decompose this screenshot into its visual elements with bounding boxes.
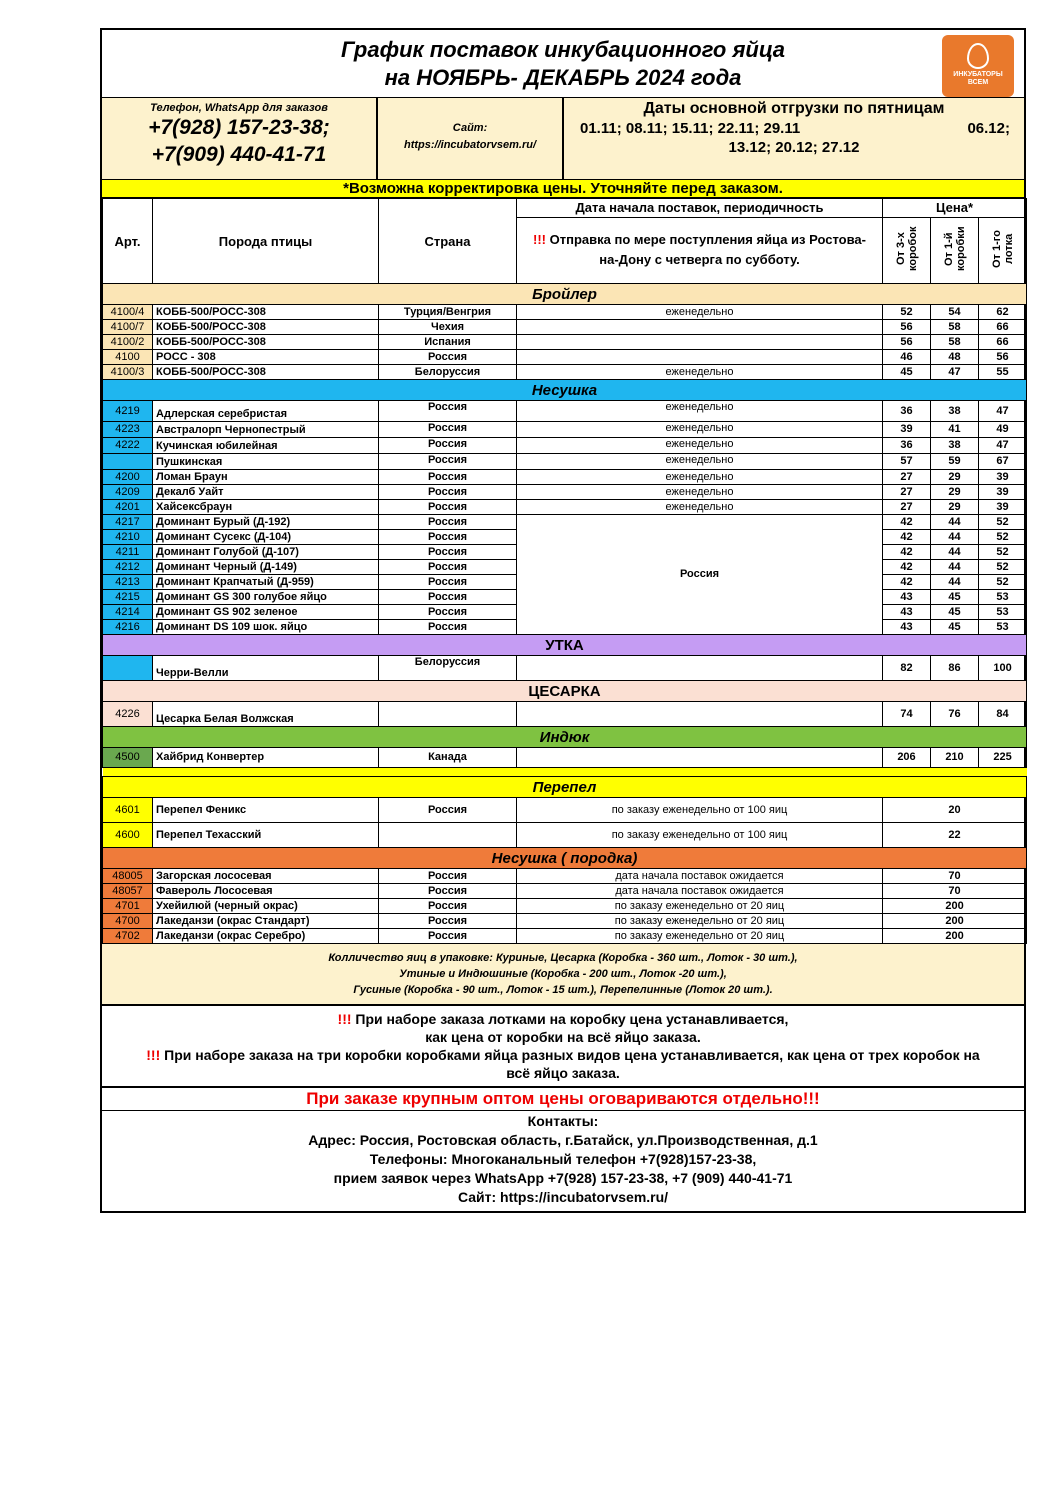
country-cell: Канада — [379, 748, 517, 768]
article-cell: 4211 — [103, 545, 153, 560]
price-3-boxes-cell: 56 — [883, 335, 931, 350]
article-cell: 4601 — [103, 798, 153, 823]
country-cell: Россия — [379, 350, 517, 365]
delivery-cell: еженедельно — [517, 485, 883, 500]
price-3-boxes-cell: 42 — [883, 530, 931, 545]
breed-cell: КОББ-500/РОСС-308 — [153, 305, 379, 320]
price-3-boxes-cell: 36 — [883, 401, 931, 422]
breed-cell: Доминант Крапчатый (Д-959) — [153, 575, 379, 590]
price-3-boxes-cell: 43 — [883, 620, 931, 635]
site-label: Сайт: — [452, 122, 488, 134]
header-delivery: Дата начала поставок, периодичность — [517, 199, 883, 218]
breed-cell: Лакеданзи (окрас Стандарт) — [153, 914, 379, 929]
article-cell: 4100/2 — [103, 335, 153, 350]
delivery-cell — [517, 335, 883, 350]
table-row — [103, 656, 1027, 681]
table-row — [103, 823, 1027, 848]
table-row — [103, 515, 1027, 530]
contacts-whatsapp: прием заявок через WhatsApp +7(928) 157-23-38, +7 (909) 440-41-71 — [333, 1170, 793, 1186]
price-1-box-cell: 47 — [931, 365, 979, 380]
document-title — [102, 30, 1024, 98]
article-cell: 4701 — [103, 899, 153, 914]
table-row — [103, 869, 1027, 884]
packing-line-2: Утиные и Индюшиные (Коробка - 200 шт., Лоток -20 шт.), — [399, 968, 727, 980]
delivery-cell: еженедельно — [517, 401, 883, 422]
breed-cell: Доминант Бурый (Д-192) — [153, 515, 379, 530]
country-cell: Белоруссия — [379, 365, 517, 380]
dates-heading: Даты основной отгрузки по пятницам — [643, 100, 945, 117]
section-header — [103, 848, 1027, 869]
dates-december-2: 13.12; 20.12; 27.12 — [728, 139, 860, 156]
logo-text-1: ИНКУБАТОРЫ — [953, 71, 1003, 78]
price-cell: 70 — [883, 869, 1027, 884]
delivery-cell: дата начала поставок ожидается — [517, 884, 883, 899]
price-3-boxes-cell: 27 — [883, 485, 931, 500]
table-row — [103, 470, 1027, 485]
title-line-1: График поставок инкубационного яйца — [340, 37, 786, 62]
note-2b: всё яйцо заказа. — [506, 1065, 620, 1081]
header-note: !!! Отправка по мере поступления яйца из Ростова-на-Дону с четверга по субботу. — [517, 217, 883, 283]
header-country: Страна — [379, 199, 517, 284]
price-3-boxes-cell: 56 — [883, 320, 931, 335]
price-1-tray-cell: 49 — [979, 422, 1027, 438]
section-title: Несушка — [103, 380, 1027, 401]
section-title: УТКА — [103, 635, 1027, 656]
article-cell: 4215 — [103, 590, 153, 605]
table-row — [103, 422, 1027, 438]
price-3-boxes-cell: 42 — [883, 575, 931, 590]
country-cell: Россия — [379, 422, 517, 438]
price-1-tray-cell: 84 — [979, 702, 1027, 727]
price-1-tray-cell: 62 — [979, 305, 1027, 320]
table-row — [103, 438, 1027, 454]
price-3-boxes-cell: 52 — [883, 305, 931, 320]
breed-cell: Перепел Техасский — [153, 823, 379, 848]
breed-cell: Доминант Голубой (Д-107) — [153, 545, 379, 560]
delivery-cell: еженедельно — [517, 365, 883, 380]
breed-cell: КОББ-500/РОСС-308 — [153, 335, 379, 350]
price-1-box-cell: 58 — [931, 335, 979, 350]
price-cell: 200 — [883, 899, 1027, 914]
dates-block — [564, 98, 1024, 179]
country-cell — [379, 823, 517, 848]
country-cell: Испания — [379, 335, 517, 350]
price-1-tray-cell: 66 — [979, 335, 1027, 350]
breed-cell: Перепел Феникс — [153, 798, 379, 823]
delivery-cell: еженедельно — [517, 470, 883, 485]
price-sheet — [100, 28, 1026, 1213]
section-header — [103, 727, 1027, 748]
dominant-delivery-cell: Россия — [517, 515, 883, 635]
delivery-cell: еженедельно — [517, 454, 883, 470]
breed-cell: КОББ-500/РОСС-308 — [153, 365, 379, 380]
breed-cell: Лакеданзи (окрас Серебро) — [153, 929, 379, 944]
site-link[interactable]: https://incubatorvsem.ru/ — [403, 139, 537, 151]
contacts-phones: Телефоны: Многоканальный телефон +7(928)157-23-38, — [369, 1151, 757, 1167]
price-1-box-cell: 58 — [931, 320, 979, 335]
price-3-boxes-cell: 43 — [883, 590, 931, 605]
breed-cell: Адлерская серебристая — [153, 401, 379, 422]
delivery-cell — [517, 656, 883, 681]
country-cell: Россия — [379, 575, 517, 590]
company-logo — [942, 35, 1014, 97]
header-price-3-boxes: От 3-х коробок — [883, 217, 931, 283]
breed-cell: Черри-Велли — [153, 656, 379, 681]
delivery-cell: дата начала поставок ожидается — [517, 869, 883, 884]
price-1-tray-cell: 52 — [979, 545, 1027, 560]
price-warning: *Возможна корректировка цены. Уточняйте перед заказом. — [102, 180, 1024, 198]
price-3-boxes-cell: 43 — [883, 605, 931, 620]
country-cell: Россия — [379, 438, 517, 454]
price-1-box-cell: 48 — [931, 350, 979, 365]
price-1-tray-cell: 100 — [979, 656, 1027, 681]
contacts-address: Адрес: Россия, Ростовская область, г.Батайск, ул.Производственная, д.1 — [308, 1132, 818, 1148]
price-3-boxes-cell: 42 — [883, 560, 931, 575]
table-row — [103, 320, 1027, 335]
packing-line-1: Колличество яиц в упаковке: Куриные, Цесарка (Коробка - 360 шт., Лоток - 30 шт.), — [328, 952, 798, 964]
price-1-box-cell: 44 — [931, 575, 979, 590]
country-cell: Россия — [379, 914, 517, 929]
breed-cell: Доминант Сусекс (Д-104) — [153, 530, 379, 545]
phones-block — [102, 98, 378, 179]
price-1-box-cell: 54 — [931, 305, 979, 320]
table-row — [103, 914, 1027, 929]
price-1-box-cell: 45 — [931, 605, 979, 620]
price-1-tray-cell: 53 — [979, 605, 1027, 620]
price-1-tray-cell: 55 — [979, 365, 1027, 380]
delivery-cell: по заказу еженедельно от 20 яиц — [517, 929, 883, 944]
price-1-box-cell: 44 — [931, 515, 979, 530]
article-cell: 4214 — [103, 605, 153, 620]
phone-1[interactable]: +7(928) 157-23-38; — [148, 116, 330, 139]
price-1-box-cell: 45 — [931, 620, 979, 635]
table-row — [103, 899, 1027, 914]
article-cell: 4209 — [103, 485, 153, 500]
breed-cell: Фавероль Лососевая — [153, 884, 379, 899]
article-cell: 4100/7 — [103, 320, 153, 335]
spacer-row — [103, 768, 1027, 777]
price-3-boxes-cell: 39 — [883, 422, 931, 438]
table-row — [103, 305, 1027, 320]
price-3-boxes-cell: 206 — [883, 748, 931, 768]
price-1-tray-cell: 66 — [979, 320, 1027, 335]
price-1-box-cell: 29 — [931, 485, 979, 500]
article-cell: 4223 — [103, 422, 153, 438]
price-1-box-cell: 210 — [931, 748, 979, 768]
section-title: Бройлер — [103, 284, 1027, 305]
info-row — [102, 98, 1024, 180]
price-3-boxes-cell: 82 — [883, 656, 931, 681]
country-cell: Россия — [379, 884, 517, 899]
delivery-cell: еженедельно — [517, 500, 883, 515]
delivery-cell — [517, 702, 883, 727]
delivery-cell — [517, 350, 883, 365]
price-cell: 22 — [883, 823, 1027, 848]
section-header — [103, 635, 1027, 656]
delivery-cell: еженедельно — [517, 305, 883, 320]
wholesale-note: При заказе крупным оптом цены оговариваются отдельно!!! — [102, 1088, 1024, 1111]
packing-line-3: Гусиные (Коробка - 90 шт., Лоток - 15 шт.), Перепелинные (Лоток 20 шт.). — [353, 984, 773, 996]
country-cell: Россия — [379, 485, 517, 500]
site-block — [378, 98, 564, 179]
price-cell: 200 — [883, 914, 1027, 929]
section-header — [103, 380, 1027, 401]
article-cell: 4100/4 — [103, 305, 153, 320]
header-price-1-tray: От 1-го лотка — [979, 217, 1027, 283]
dates-november: 01.11; 08.11; 15.11; 22.11; 29.11 — [580, 120, 801, 137]
article-cell: 4219 — [103, 401, 153, 422]
delivery-cell — [517, 320, 883, 335]
note-2a: При наборе заказа на три коробки коробками яйца разных видов цена устанавливается, как цена от трех коробок на — [160, 1047, 980, 1063]
table-row — [103, 365, 1027, 380]
article-cell: 4212 — [103, 560, 153, 575]
breed-cell: Цесарка Белая Волжская — [153, 702, 379, 727]
country-cell — [379, 702, 517, 727]
table-header — [103, 199, 1027, 218]
breed-cell: Доминант DS 109 шок. яйцо — [153, 620, 379, 635]
breed-cell: Загорская лососевая — [153, 869, 379, 884]
price-3-boxes-cell: 42 — [883, 515, 931, 530]
table-row — [103, 798, 1027, 823]
delivery-cell: еженедельно — [517, 422, 883, 438]
header-breed: Порода птицы — [153, 199, 379, 284]
section-title: Несушка ( породка) — [103, 848, 1027, 869]
table-row — [103, 748, 1027, 768]
price-3-boxes-cell: 27 — [883, 470, 931, 485]
section-title: Индюк — [103, 727, 1027, 748]
article-cell: 4600 — [103, 823, 153, 848]
price-3-boxes-cell: 42 — [883, 545, 931, 560]
price-1-tray-cell: 39 — [979, 500, 1027, 515]
note-1b: как цена от коробки на всё яйцо заказа. — [425, 1029, 701, 1045]
country-cell: Белоруссия — [379, 656, 517, 681]
article-cell — [103, 656, 153, 681]
price-1-tray-cell: 56 — [979, 350, 1027, 365]
country-cell: Россия — [379, 454, 517, 470]
article-cell — [103, 454, 153, 470]
price-1-box-cell: 29 — [931, 470, 979, 485]
section-header — [103, 777, 1027, 798]
logo-text-2: ВСЕМ — [967, 79, 989, 86]
country-cell: Россия — [379, 515, 517, 530]
price-1-box-cell: 38 — [931, 401, 979, 422]
price-1-box-cell: 29 — [931, 500, 979, 515]
price-1-tray-cell: 67 — [979, 454, 1027, 470]
price-1-box-cell: 41 — [931, 422, 979, 438]
price-1-box-cell: 38 — [931, 438, 979, 454]
price-1-box-cell: 86 — [931, 656, 979, 681]
delivery-cell: по заказу еженедельно от 100 яиц — [517, 798, 883, 823]
price-1-box-cell: 44 — [931, 545, 979, 560]
price-1-box-cell: 44 — [931, 560, 979, 575]
table-row — [103, 350, 1027, 365]
price-cell: 20 — [883, 798, 1027, 823]
title-line-2: на НОЯБРЬ- ДЕКАБРЬ 2024 года — [384, 65, 742, 90]
breed-cell: КОББ-500/РОСС-308 — [153, 320, 379, 335]
price-3-boxes-cell: 57 — [883, 454, 931, 470]
breed-cell: Кучинская юбилейная — [153, 438, 379, 454]
price-3-boxes-cell: 46 — [883, 350, 931, 365]
header-price: Цена* — [883, 199, 1027, 218]
price-1-box-cell: 76 — [931, 702, 979, 727]
breed-cell: РОСС - 308 — [153, 350, 379, 365]
article-cell: 4222 — [103, 438, 153, 454]
article-cell: 4702 — [103, 929, 153, 944]
packing-info — [102, 944, 1024, 1006]
contacts-title: Контакты: — [527, 1113, 599, 1129]
table-row — [103, 702, 1027, 727]
delivery-cell: по заказу еженедельно от 100 яиц — [517, 823, 883, 848]
article-cell: 4217 — [103, 515, 153, 530]
price-1-tray-cell: 47 — [979, 401, 1027, 422]
breed-cell: Декалб Уайт — [153, 485, 379, 500]
article-cell: 48005 — [103, 869, 153, 884]
price-3-boxes-cell: 74 — [883, 702, 931, 727]
table-row — [103, 335, 1027, 350]
article-cell: 4226 — [103, 702, 153, 727]
price-3-boxes-cell: 27 — [883, 500, 931, 515]
country-cell: Россия — [379, 530, 517, 545]
breed-cell: Доминант GS 902 зеленое — [153, 605, 379, 620]
country-cell: Турция/Венгрия — [379, 305, 517, 320]
dates-december-1: 06.12; — [967, 120, 1010, 137]
breed-cell: Хайбрид Конвертер — [153, 748, 379, 768]
price-3-boxes-cell: 36 — [883, 438, 931, 454]
breed-cell: Пушкинская — [153, 454, 379, 470]
price-1-tray-cell: 225 — [979, 748, 1027, 768]
section-header — [103, 284, 1027, 305]
table-row — [103, 485, 1027, 500]
article-cell: 4200 — [103, 470, 153, 485]
contacts-site[interactable]: Сайт: https://incubatorvsem.ru/ — [457, 1189, 669, 1205]
country-cell: Россия — [379, 401, 517, 422]
phone-2[interactable]: +7(909) 440-41-71 — [151, 143, 327, 166]
table-row — [103, 929, 1027, 944]
article-cell: 4213 — [103, 575, 153, 590]
breed-cell: Ломан Браун — [153, 470, 379, 485]
article-cell: 4210 — [103, 530, 153, 545]
country-cell: Россия — [379, 899, 517, 914]
country-cell: Россия — [379, 798, 517, 823]
country-cell: Россия — [379, 929, 517, 944]
section-title: Перепел — [103, 777, 1027, 798]
article-cell: 4100 — [103, 350, 153, 365]
order-notes: !!! При наборе заказа лотками на коробку цена устанавливается, как цена от коробки на всё яйцо заказа. !!! При наборе заказа на три коробки коробками яйца разных видов цена устанавливается, как цена от трех коробок на всё яйцо заказа. — [102, 1006, 1024, 1088]
country-cell: Россия — [379, 590, 517, 605]
breed-cell: Хайсексбраун — [153, 500, 379, 515]
price-1-box-cell: 45 — [931, 590, 979, 605]
header-price-1-box: От 1-й коробки — [931, 217, 979, 283]
country-cell: Чехия — [379, 320, 517, 335]
article-cell: 4216 — [103, 620, 153, 635]
breed-cell: Доминант Черный (Д-149) — [153, 560, 379, 575]
phones-label: Телефон, WhatsApp для заказов — [150, 102, 328, 114]
delivery-cell: по заказу еженедельно от 20 яиц — [517, 914, 883, 929]
price-3-boxes-cell: 45 — [883, 365, 931, 380]
price-1-box-cell: 59 — [931, 454, 979, 470]
section-title: ЦЕСАРКА — [103, 681, 1027, 702]
breed-cell: Австралорп Чернопестрый — [153, 422, 379, 438]
header-art: Арт. — [103, 199, 153, 284]
article-cell: 4500 — [103, 748, 153, 768]
price-1-tray-cell: 53 — [979, 620, 1027, 635]
price-table — [102, 198, 1027, 944]
country-cell: Россия — [379, 869, 517, 884]
price-1-tray-cell: 39 — [979, 470, 1027, 485]
table-row — [103, 401, 1027, 422]
country-cell: Россия — [379, 470, 517, 485]
country-cell: Россия — [379, 500, 517, 515]
breed-cell: Ухейилюй (черный окрас) — [153, 899, 379, 914]
delivery-cell: еженедельно — [517, 438, 883, 454]
article-cell: 4201 — [103, 500, 153, 515]
price-1-tray-cell: 52 — [979, 560, 1027, 575]
delivery-cell — [517, 748, 883, 768]
price-1-tray-cell: 53 — [979, 590, 1027, 605]
table-row — [103, 884, 1027, 899]
note-1a: При наборе заказа лотками на коробку цена устанавливается, — [351, 1011, 789, 1027]
country-cell: Россия — [379, 545, 517, 560]
price-1-tray-cell: 39 — [979, 485, 1027, 500]
contacts-block — [102, 1111, 1024, 1211]
egg-icon — [967, 43, 989, 69]
price-cell: 70 — [883, 884, 1027, 899]
price-1-tray-cell: 52 — [979, 515, 1027, 530]
price-1-box-cell: 44 — [931, 530, 979, 545]
country-cell: Россия — [379, 560, 517, 575]
article-cell: 48057 — [103, 884, 153, 899]
article-cell: 4100/3 — [103, 365, 153, 380]
price-1-tray-cell: 47 — [979, 438, 1027, 454]
table-row — [103, 454, 1027, 470]
price-1-tray-cell: 52 — [979, 575, 1027, 590]
article-cell: 4700 — [103, 914, 153, 929]
country-cell: Россия — [379, 620, 517, 635]
price-1-tray-cell: 52 — [979, 530, 1027, 545]
section-header — [103, 681, 1027, 702]
breed-cell: Доминант GS 300 голубое яйцо — [153, 590, 379, 605]
price-cell: 200 — [883, 929, 1027, 944]
table-row — [103, 500, 1027, 515]
country-cell: Россия — [379, 605, 517, 620]
delivery-cell: по заказу еженедельно от 20 яиц — [517, 899, 883, 914]
